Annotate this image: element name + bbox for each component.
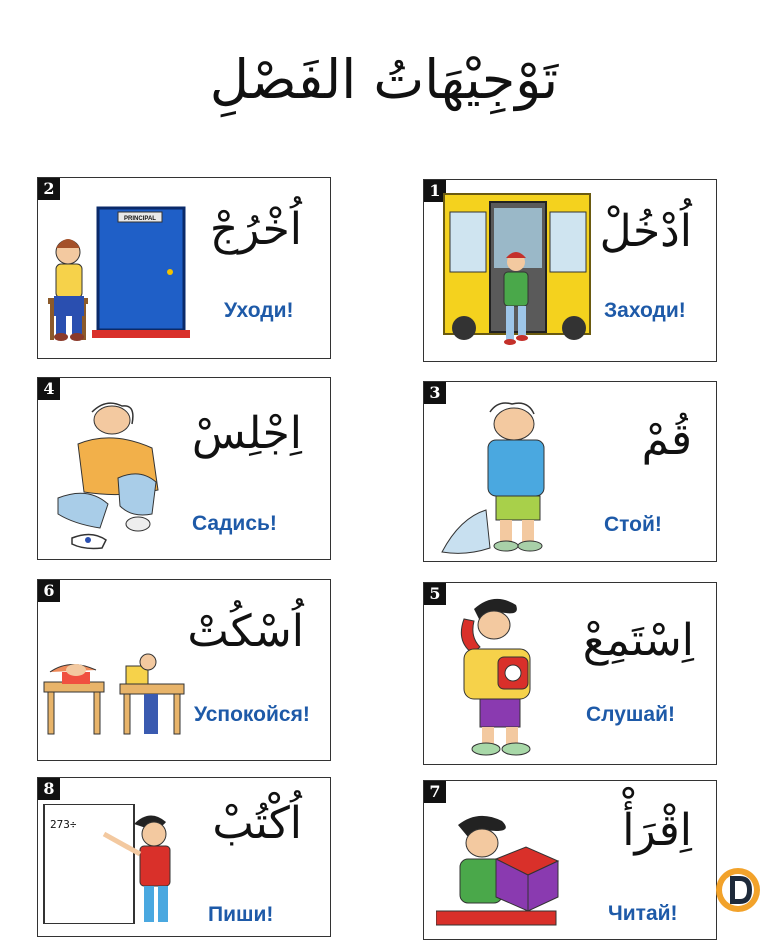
card-sit-down bbox=[37, 377, 331, 560]
student-standing-illustration bbox=[438, 394, 578, 560]
card-number: 8 bbox=[38, 778, 60, 800]
russian-word: Заходи! bbox=[604, 299, 686, 322]
students-at-desks-illustration bbox=[40, 652, 192, 742]
brand-logo-icon bbox=[714, 866, 762, 914]
card-number: 7 bbox=[424, 781, 446, 803]
arabic-word: اِجْلِسْ bbox=[191, 408, 302, 459]
card-come-in bbox=[423, 179, 717, 362]
card-number: 6 bbox=[38, 580, 60, 602]
arabic-word: اُدْخُلْ bbox=[599, 206, 692, 257]
card-stand-up bbox=[423, 381, 717, 562]
student-entering-bus-illustration bbox=[442, 190, 592, 355]
card-number: 1 bbox=[424, 180, 446, 202]
card-read bbox=[423, 780, 717, 940]
page-title: تَوْجِيْهَاتُ الفَصْلِ bbox=[209, 48, 559, 111]
student-leaving-principal-door-illustration bbox=[42, 200, 192, 350]
card-write bbox=[37, 777, 331, 937]
card-go-out bbox=[37, 177, 331, 359]
board-text: 273÷ bbox=[50, 818, 77, 831]
card-listen bbox=[423, 582, 717, 765]
student-writing-on-board-illustration bbox=[42, 804, 192, 924]
card-number: 5 bbox=[424, 583, 446, 605]
russian-word: Пиши! bbox=[208, 903, 274, 926]
card-number: 2 bbox=[38, 178, 60, 200]
card-number: 4 bbox=[38, 378, 60, 400]
russian-word: Стой! bbox=[604, 513, 662, 536]
russian-word: Успокойся! bbox=[194, 703, 310, 726]
russian-word: Садись! bbox=[192, 512, 277, 535]
card-number: 3 bbox=[424, 382, 446, 404]
arabic-word: قُمْ bbox=[641, 414, 692, 465]
student-sitting-illustration bbox=[48, 394, 188, 554]
door-sign-text: PRINCIPAL bbox=[124, 216, 156, 222]
arabic-word: اِسْتَمِعْ bbox=[582, 615, 694, 666]
card-be-quiet bbox=[37, 579, 331, 761]
russian-word: Слушай! bbox=[586, 703, 675, 726]
arabic-word: اُسْكُتْ bbox=[187, 606, 304, 657]
arabic-word: اِقْرَأْ bbox=[622, 805, 692, 856]
russian-word: Уходи! bbox=[224, 299, 294, 322]
arabic-word: اُكْتُبْ bbox=[212, 798, 302, 849]
russian-word: Читай! bbox=[608, 902, 678, 925]
student-on-telephone-illustration bbox=[450, 591, 580, 761]
student-reading-book-illustration bbox=[436, 811, 576, 931]
arabic-word: اُخْرُجْ bbox=[209, 204, 302, 255]
